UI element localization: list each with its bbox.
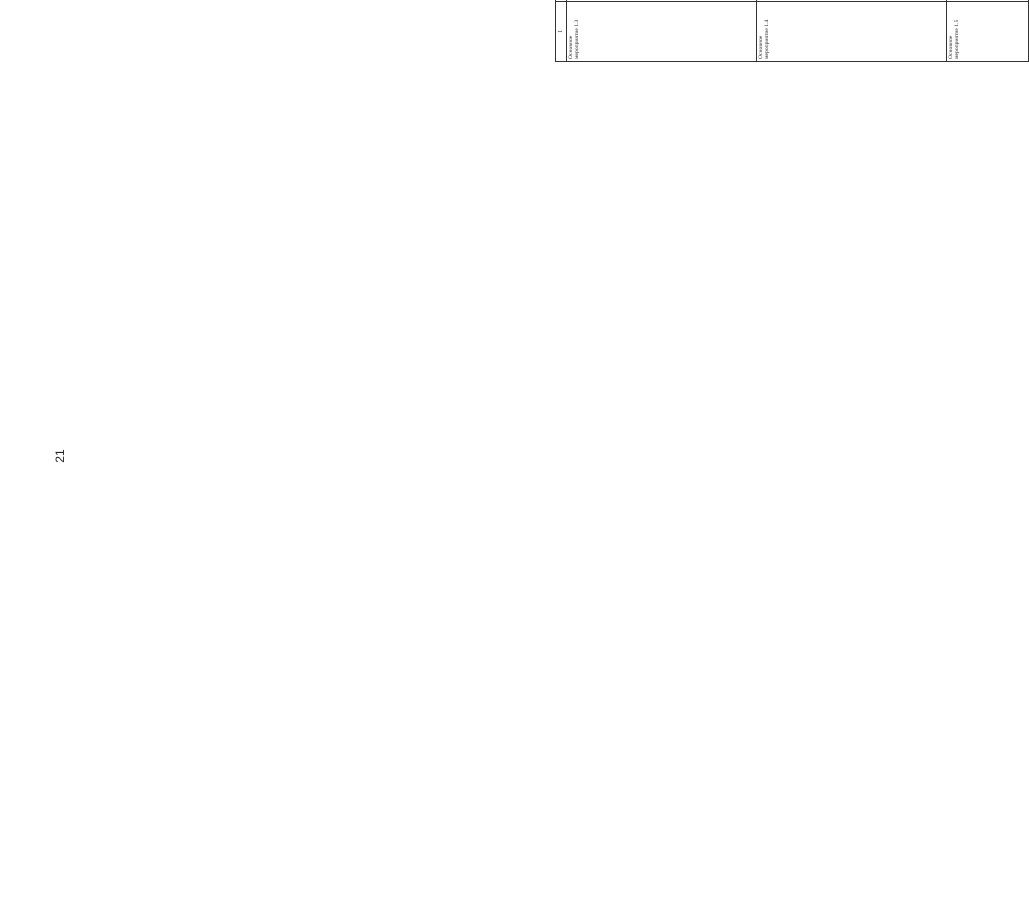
table-body	[567, 0, 1029, 62]
table-row	[567, 0, 587, 62]
table-row	[757, 0, 777, 62]
header-cell: 1	[556, 2, 567, 62]
table-row	[947, 0, 967, 62]
rotated-table-container	[555, 0, 991, 62]
event-name-cell: Основное мероприятие 1.4	[757, 2, 947, 62]
page-number: 21	[53, 449, 67, 463]
event-description-cell	[757, 0, 947, 2]
event-name-cell: Основное мероприятие 1.5	[947, 2, 1029, 62]
event-description-cell	[947, 0, 1029, 2]
event-description-cell	[567, 0, 757, 2]
header-cell	[556, 0, 567, 2]
event-name-cell: Основное мероприятие 1.3	[567, 2, 757, 62]
budget-table	[555, 0, 1029, 62]
header-row	[556, 0, 567, 62]
